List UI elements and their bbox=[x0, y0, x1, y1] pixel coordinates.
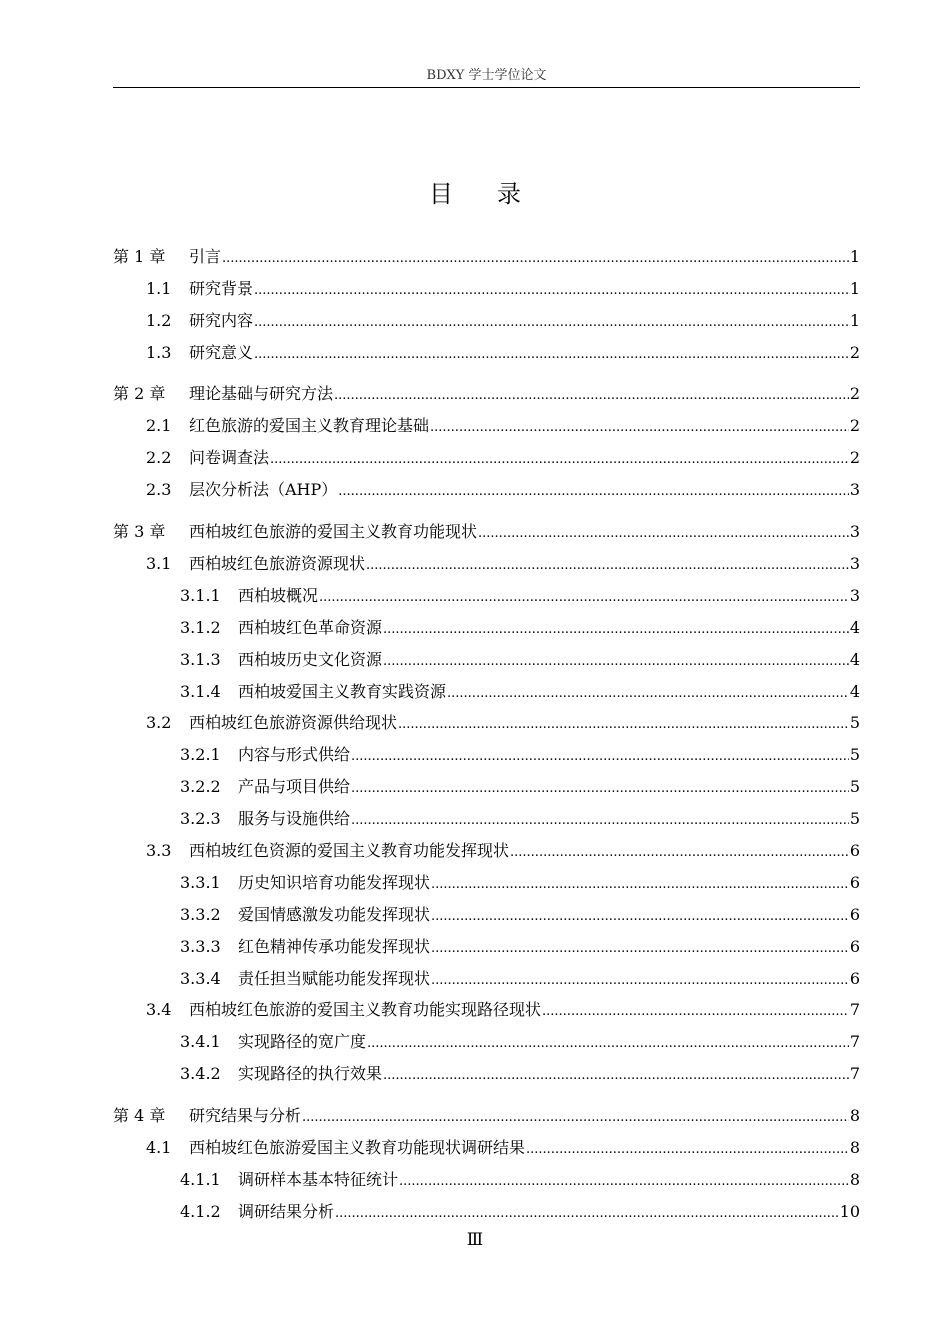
toc-entry-number: 3.1.1 bbox=[180, 586, 221, 605]
toc-entry-title: 西柏坡概况 bbox=[238, 586, 319, 605]
toc-entry-number: 3.2.3 bbox=[180, 809, 221, 828]
toc-entry-title: 西柏坡红色革命资源 bbox=[238, 618, 383, 637]
toc-entry-level3[interactable] bbox=[180, 585, 860, 609]
toc-entry-title: 引言 bbox=[189, 247, 222, 266]
toc-leader-dots bbox=[302, 1107, 849, 1129]
toc-entry-number: 3.1.3 bbox=[180, 650, 221, 669]
toc-entry-page: 5 bbox=[849, 745, 860, 764]
toc-entry-level3[interactable] bbox=[180, 1169, 860, 1193]
toc-entry-title: 理论基础与研究方法 bbox=[189, 384, 334, 403]
toc-entry-page: 6 bbox=[849, 905, 860, 924]
running-header bbox=[113, 66, 860, 88]
toc-leader-dots bbox=[431, 874, 849, 896]
toc-entry-number: 第 4 章 bbox=[113, 1106, 166, 1125]
toc-entry-number: 2.3 bbox=[146, 480, 172, 499]
toc-leader-dots bbox=[367, 1033, 849, 1055]
toc-entry-page: 3 bbox=[849, 586, 860, 605]
toc-entry-level1[interactable] bbox=[113, 246, 860, 270]
toc-entry-title: 研究结果与分析 bbox=[189, 1106, 302, 1125]
toc-entry-level2[interactable] bbox=[146, 342, 860, 366]
toc-entry-page: 10 bbox=[839, 1202, 860, 1221]
toc-entry-number: 2.2 bbox=[146, 448, 172, 467]
toc-entry-number: 3.4.1 bbox=[180, 1032, 221, 1051]
toc-entry-level3[interactable] bbox=[180, 904, 860, 928]
toc-entry-title: 爱国情感激发功能发挥现状 bbox=[238, 905, 431, 924]
toc-entry-page: 1 bbox=[849, 279, 860, 298]
toc-entry-level2[interactable] bbox=[146, 999, 860, 1023]
toc-entry-title: 研究内容 bbox=[189, 311, 254, 330]
toc-entry-title: 内容与形式供给 bbox=[238, 745, 351, 764]
toc-entry-page: 2 bbox=[849, 384, 860, 403]
toc-leader-dots bbox=[398, 714, 849, 736]
toc-entry-title: 西柏坡红色旅游资源供给现状 bbox=[189, 713, 398, 732]
toc-entry-title: 西柏坡红色旅游的爱国主义教育功能现状 bbox=[189, 522, 478, 541]
toc-entry-title: 红色旅游的爱国主义教育理论基础 bbox=[189, 416, 430, 435]
toc-entry-number: 3.3.3 bbox=[180, 937, 221, 956]
toc-leader-dots bbox=[254, 344, 849, 366]
toc-entry-number: 4.1.1 bbox=[180, 1170, 221, 1189]
toc-entry-level2[interactable] bbox=[146, 415, 860, 439]
toc-leader-dots bbox=[222, 248, 849, 270]
toc-entry-page: 2 bbox=[849, 416, 860, 435]
toc-leader-dots bbox=[430, 417, 849, 439]
toc-entry-page: 3 bbox=[849, 480, 860, 499]
toc-entry-title: 西柏坡红色旅游爱国主义教育功能现状调研结果 bbox=[189, 1138, 526, 1157]
toc-entry-number: 1.1 bbox=[146, 279, 172, 298]
toc-entry-level2[interactable] bbox=[146, 840, 860, 864]
toc-entry-page: 6 bbox=[849, 873, 860, 892]
toc-entry-level2[interactable] bbox=[146, 1137, 860, 1161]
toc-entry-title: 研究意义 bbox=[189, 343, 254, 362]
toc-entry-level2[interactable] bbox=[146, 310, 860, 334]
toc-entry-title: 产品与项目供给 bbox=[238, 777, 351, 796]
toc-leader-dots bbox=[351, 810, 849, 832]
toc-entry-page: 7 bbox=[849, 1032, 860, 1051]
toc-entry-page: 3 bbox=[849, 522, 860, 541]
toc-entry-level3[interactable] bbox=[180, 649, 860, 673]
toc-entry-number: 3.3 bbox=[146, 841, 172, 860]
toc-entry-page: 4 bbox=[849, 618, 860, 637]
toc-entry-level1[interactable] bbox=[113, 383, 860, 407]
toc-entry-title: 问卷调查法 bbox=[189, 448, 270, 467]
toc-entry-level3[interactable] bbox=[180, 1201, 860, 1225]
toc-entry-title: 西柏坡历史文化资源 bbox=[238, 650, 383, 669]
toc-leader-dots bbox=[431, 906, 849, 928]
toc-entry-page: 6 bbox=[849, 841, 860, 860]
toc-entry-page: 4 bbox=[849, 650, 860, 669]
toc-entry-title: 研究背景 bbox=[189, 279, 254, 298]
toc-entry-page: 4 bbox=[849, 682, 860, 701]
toc-entry-title: 责任担当赋能功能发挥现状 bbox=[238, 969, 431, 988]
toc-entry-page: 2 bbox=[849, 343, 860, 362]
toc-leader-dots bbox=[351, 778, 849, 800]
toc-leader-dots bbox=[526, 1139, 849, 1161]
toc-entry-number: 1.2 bbox=[146, 311, 172, 330]
toc-entry-page: 5 bbox=[849, 713, 860, 732]
toc-entry-level3[interactable] bbox=[180, 744, 860, 768]
toc-entry-page: 6 bbox=[849, 969, 860, 988]
toc-entry-level2[interactable] bbox=[146, 712, 860, 736]
toc-entry-number: 3.2 bbox=[146, 713, 172, 732]
toc-leader-dots bbox=[366, 555, 849, 577]
toc-entry-title: 西柏坡红色旅游资源现状 bbox=[189, 554, 366, 573]
toc-entry-title: 西柏坡爱国主义教育实践资源 bbox=[238, 682, 447, 701]
toc-entry-page: 1 bbox=[849, 311, 860, 330]
page-title: 目录 bbox=[429, 180, 565, 208]
toc-entry-level2[interactable] bbox=[146, 553, 860, 577]
toc-leader-dots bbox=[383, 651, 849, 673]
toc-entry-level3[interactable] bbox=[180, 1031, 860, 1055]
toc-entry-page: 2 bbox=[849, 448, 860, 467]
toc-leader-dots bbox=[254, 280, 849, 302]
toc-entry-number: 2.1 bbox=[146, 416, 172, 435]
toc-entry-number: 3.2.2 bbox=[180, 777, 221, 796]
toc-entry-title: 层次分析法（AHP） bbox=[189, 480, 338, 499]
toc-entry-number: 3.3.2 bbox=[180, 905, 221, 924]
toc-entry-page: 8 bbox=[849, 1138, 860, 1157]
toc-entry-page: 1 bbox=[849, 247, 860, 266]
toc-entry-number: 3.3.4 bbox=[180, 969, 221, 988]
toc-leader-dots bbox=[431, 970, 849, 992]
toc-leader-dots bbox=[383, 1065, 849, 1087]
page-number: Ⅲ bbox=[466, 1230, 484, 1250]
toc-entry-level1[interactable] bbox=[113, 1105, 860, 1129]
toc-entry-page: 6 bbox=[849, 937, 860, 956]
toc-entry-number: 3.3.1 bbox=[180, 873, 221, 892]
toc-entry-number: 3.2.1 bbox=[180, 745, 221, 764]
toc-entry-level3[interactable] bbox=[180, 808, 860, 832]
toc-leader-dots bbox=[510, 842, 849, 864]
toc-entry-title: 西柏坡红色旅游的爱国主义教育功能实现路径现状 bbox=[189, 1000, 542, 1019]
toc-entry-number: 3.1.2 bbox=[180, 618, 221, 637]
toc-leader-dots bbox=[335, 1203, 839, 1225]
toc-entry-page: 8 bbox=[849, 1170, 860, 1189]
toc-entry-title: 服务与设施供给 bbox=[238, 809, 351, 828]
toc-entry-level3[interactable] bbox=[180, 968, 860, 992]
toc-entry-title: 红色精神传承功能发挥现状 bbox=[238, 937, 431, 956]
toc-entry-level3[interactable] bbox=[180, 1063, 860, 1087]
toc-entry-number: 1.3 bbox=[146, 343, 172, 362]
toc-entry-level1[interactable] bbox=[113, 521, 860, 545]
toc-entry-level3[interactable] bbox=[180, 617, 860, 641]
toc-entry-level3[interactable] bbox=[180, 936, 860, 960]
toc-leader-dots bbox=[254, 312, 849, 334]
toc-entry-page: 7 bbox=[849, 1064, 860, 1083]
toc-entry-number: 第 1 章 bbox=[113, 247, 166, 266]
toc-entry-page: 3 bbox=[849, 554, 860, 573]
toc-entry-page: 7 bbox=[849, 1000, 860, 1019]
toc-entry-number: 3.4.2 bbox=[180, 1064, 221, 1083]
toc-entry-number: 4.1.2 bbox=[180, 1202, 221, 1221]
toc-leader-dots bbox=[431, 938, 849, 960]
toc-entry-number: 3.1 bbox=[146, 554, 172, 573]
toc-entry-number: 第 2 章 bbox=[113, 384, 166, 403]
toc-entry-page: 8 bbox=[849, 1106, 860, 1125]
toc-leader-dots bbox=[447, 683, 849, 705]
toc-leader-dots bbox=[319, 587, 849, 609]
running-header-text: BDXY 学士学位论文 bbox=[426, 68, 547, 83]
toc-entry-page: 5 bbox=[849, 777, 860, 796]
toc-entry-page: 5 bbox=[849, 809, 860, 828]
toc-entry-level2[interactable] bbox=[146, 278, 860, 302]
toc-entry-level2[interactable] bbox=[146, 447, 860, 471]
toc-entry-number: 4.1 bbox=[146, 1138, 172, 1157]
toc-leader-dots bbox=[399, 1171, 849, 1193]
toc-entry-title: 实现路径的执行效果 bbox=[238, 1064, 383, 1083]
toc-entry-level3[interactable] bbox=[180, 776, 860, 800]
toc-leader-dots bbox=[478, 523, 849, 545]
toc-entry-number: 第 3 章 bbox=[113, 522, 166, 541]
toc-entry-level3[interactable] bbox=[180, 872, 860, 896]
toc-entry-level2[interactable] bbox=[146, 479, 860, 503]
toc-leader-dots bbox=[351, 746, 849, 768]
toc-entry-title: 调研结果分析 bbox=[238, 1202, 335, 1221]
toc-leader-dots bbox=[270, 449, 849, 471]
toc-entry-number: 3.1.4 bbox=[180, 682, 221, 701]
toc-leader-dots bbox=[334, 385, 849, 407]
toc-entry-number: 3.4 bbox=[146, 1000, 172, 1019]
toc-entry-title: 历史知识培育功能发挥现状 bbox=[238, 873, 431, 892]
toc-entry-title: 西柏坡红色资源的爱国主义教育功能发挥现状 bbox=[189, 841, 510, 860]
toc-leader-dots bbox=[542, 1001, 849, 1023]
toc-entry-title: 调研样本基本特征统计 bbox=[238, 1170, 399, 1189]
toc-entry-title: 实现路径的宽广度 bbox=[238, 1032, 367, 1051]
toc-leader-dots bbox=[338, 481, 849, 503]
toc-leader-dots bbox=[383, 619, 849, 641]
toc-entry-level3[interactable] bbox=[180, 681, 860, 705]
